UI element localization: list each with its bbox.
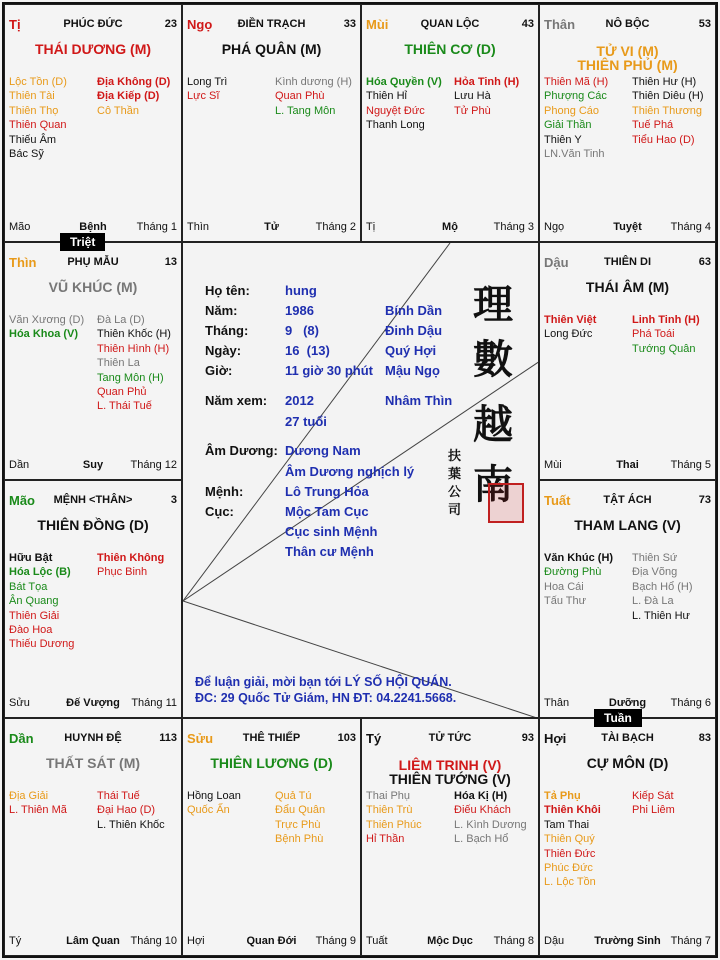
palace-number: 103 <box>337 732 356 744</box>
star: Đẩu Quân <box>275 804 326 817</box>
palace-name: QUAN LỘC <box>420 18 480 30</box>
life-stage: Thai <box>616 459 639 471</box>
nam-xem-label: Năm xem: <box>205 393 268 408</box>
month-branch: Hợi <box>187 935 205 947</box>
star-list-right <box>97 313 171 414</box>
main-star: THẤT SÁT (M) <box>45 755 141 771</box>
palace-number: 73 <box>698 494 711 506</box>
main-star: CỰ MÔN (D) <box>586 755 669 771</box>
info-label: Họ tên: <box>205 283 250 298</box>
star: Thiên Quan <box>9 119 67 132</box>
star: L. Thiên Hư <box>632 609 690 622</box>
palace-hoi <box>539 718 716 956</box>
star-list-right <box>632 75 704 147</box>
branch-label: Tý <box>366 731 382 746</box>
star-list-right <box>97 789 165 832</box>
palace-name: THÊ THIẾP <box>242 732 301 744</box>
month-branch: Mão <box>9 221 31 233</box>
star: Kiếp Sát <box>632 790 674 802</box>
star-list-right <box>97 551 164 580</box>
palace-suu <box>182 718 361 956</box>
palace-ti <box>4 4 182 242</box>
palace-name: MỆNH <THÂN> <box>53 494 133 506</box>
star: L. Đà La <box>632 595 674 608</box>
palace-number: 33 <box>343 18 356 30</box>
star: Phục Binh <box>97 566 148 579</box>
palace-name: NÔ BỘC <box>605 18 650 30</box>
star: Hồng Loan <box>187 790 241 802</box>
star-list-left <box>544 789 601 890</box>
star: Đại Hao (D) <box>97 804 156 817</box>
star-list-left <box>544 551 613 609</box>
star: Nguyệt Đức <box>366 104 425 117</box>
info-value: 1986 <box>285 303 314 318</box>
star: LN.Văn Tinh <box>544 148 605 161</box>
nam-xem-can: Nhâm Thìn <box>385 393 453 408</box>
month-label: Tháng 2 <box>315 221 356 233</box>
star: Hóa Khoa (V) <box>9 328 79 341</box>
cuc-label: Cục: <box>205 504 234 519</box>
life-stage: Suy <box>82 459 104 471</box>
star: L. Thái Tuế <box>97 400 152 413</box>
month-label: Tháng 4 <box>670 221 711 233</box>
star-list-left <box>187 789 241 818</box>
star: Thiên Không <box>97 552 165 564</box>
star: Giải Thần <box>544 119 592 132</box>
info-value: 16 (13) <box>285 343 330 358</box>
star: Địa Không (D) <box>97 76 171 88</box>
star: Long Trì <box>187 76 228 88</box>
star-list-left <box>187 75 227 104</box>
palace-number: 23 <box>164 18 177 30</box>
palace-than <box>539 4 716 242</box>
am-duong-label: Âm Dương: <box>205 443 278 458</box>
star: Trực Phù <box>275 818 321 831</box>
info-label: Tháng: <box>205 323 249 338</box>
menh-value: Lô Trung Hỏa <box>285 484 369 499</box>
star: Điếu Khách <box>454 804 511 817</box>
star: Thiên Khốc (H) <box>97 328 171 341</box>
palace-number: 53 <box>698 18 711 30</box>
star: Lộc Tồn (D) <box>9 76 67 88</box>
branch-label: Tị <box>9 17 21 32</box>
info-can-chi: Mậu Ngọ <box>385 363 440 378</box>
calligraphy-1: 理 <box>473 281 513 328</box>
month-label: Tháng 1 <box>136 221 177 233</box>
star: Cô Thần <box>97 104 139 117</box>
life-stage: Lâm Quan <box>66 935 120 947</box>
star: Bát Tọa <box>9 580 48 593</box>
main-star: THIÊN PHỦ (M) <box>577 57 678 73</box>
info-value: 11 giờ 30 phút <box>285 363 373 378</box>
main-star: VŨ KHÚC (M) <box>48 279 138 295</box>
seal-stamp <box>488 483 524 523</box>
cuc-value: Mộc Tam Cục <box>285 504 369 519</box>
main-star: THÁI ÂM (M) <box>585 279 670 295</box>
info-can-chi: Đinh Dậu <box>385 323 443 338</box>
star: Phong Cáo <box>544 104 600 117</box>
main-star: THIÊN ĐỒNG (D) <box>37 517 149 533</box>
month-branch: Tý <box>9 935 22 947</box>
star-list-left <box>9 789 67 818</box>
month-label: Tháng 12 <box>130 459 177 471</box>
star: Địa Võng <box>632 566 678 579</box>
star: Thiên Tài <box>9 90 55 103</box>
branch-label: Thìn <box>9 255 37 270</box>
tuan-marker: Tuần <box>594 709 642 727</box>
star: Bạch Hổ (H) <box>632 580 693 593</box>
star: Hóa Lộc (B) <box>9 566 71 579</box>
star: Phúc Đức <box>544 862 593 875</box>
than-cu-note: Thân cư Mệnh <box>285 544 374 559</box>
star: Quả Tú <box>275 790 312 802</box>
star: Hoa Cái <box>544 580 584 593</box>
palace-mui <box>361 4 539 242</box>
star: Thái Tuế <box>97 790 140 802</box>
footer-line-2: ĐC: 29 Quốc Tử Giám, HN ĐT: 04.2241.5668. <box>195 691 457 705</box>
star-list-right <box>632 313 700 356</box>
branch-label: Ngọ <box>187 17 213 32</box>
life-stage: Quan Đới <box>246 935 297 947</box>
star-list-left <box>544 313 596 342</box>
star: Thiên Hình (H) <box>97 342 170 355</box>
star: Quan Phù <box>275 90 325 103</box>
month-label: Tháng 6 <box>670 697 711 709</box>
star: Phi Liêm <box>632 804 675 817</box>
am-duong-value: Dương Nam <box>285 443 361 458</box>
star: Văn Xương (D) <box>9 314 85 326</box>
main-star: THAM LANG (V) <box>574 517 681 533</box>
life-stage: Tử <box>264 221 279 233</box>
palace-tuat <box>539 480 716 718</box>
star: Thiên Thương <box>632 104 703 117</box>
life-stage: Mộc Dục <box>427 935 473 947</box>
star: Thiếu Dương <box>9 638 75 651</box>
month-label: Tháng 10 <box>130 935 177 947</box>
month-branch: Ngọ <box>544 221 565 233</box>
star: Thiên La <box>97 357 140 370</box>
life-stage: Trường Sinh <box>594 935 661 947</box>
cuc-note: Cục sinh Mệnh <box>285 524 378 539</box>
star: Quan Phủ <box>97 386 147 399</box>
main-star: PHÁ QUÂN (M) <box>221 41 322 57</box>
star-list-right <box>275 789 325 847</box>
star: Bệnh Phù <box>275 833 324 846</box>
am-duong-note: Âm Dương nghịch lý <box>285 464 415 479</box>
info-value: hung <box>285 283 317 298</box>
palace-dau <box>539 242 716 480</box>
branch-label: Thân <box>544 17 576 32</box>
star: Tả Phụ <box>544 790 581 802</box>
star-list-right <box>632 789 675 818</box>
star: Hỉ Thần <box>366 833 405 846</box>
star: Hỏa Tinh (H) <box>454 76 520 88</box>
star: Thiên Y <box>544 133 582 146</box>
month-branch: Mùi <box>544 459 562 471</box>
info-can-chi: Quý Hợi <box>385 343 437 358</box>
main-star: THIÊN CƠ (D) <box>404 41 496 57</box>
info-label: Giờ: <box>205 363 233 378</box>
star: Đường Phù <box>544 566 602 579</box>
month-label: Tháng 8 <box>493 935 534 947</box>
star: Thiên Thọ <box>9 104 59 117</box>
star: L. Kình Dương <box>454 818 527 831</box>
info-label: Ngày: <box>205 343 242 358</box>
star: Thiên Khôi <box>544 804 601 817</box>
month-branch: Thân <box>544 697 570 709</box>
star: L. Tang Môn <box>275 104 336 117</box>
star: Lực Sĩ <box>187 90 220 103</box>
branch-label: Dần <box>9 731 34 746</box>
star: Kình dương (H) <box>275 76 352 88</box>
branch-label: Sửu <box>187 731 214 746</box>
star: Thiên Đức <box>544 847 596 860</box>
star: Phá Toái <box>632 328 675 341</box>
info-can-chi: Bính Dần <box>385 303 443 318</box>
star-list-left <box>366 75 442 133</box>
star: Địa Giải <box>9 790 49 802</box>
palace-thin <box>4 242 182 480</box>
info-label: Năm: <box>205 303 238 318</box>
star: Thai Phụ <box>366 790 411 802</box>
star-list-left <box>9 75 67 161</box>
star: Đà La (D) <box>97 314 145 326</box>
life-stage: Đế Vượng <box>66 697 120 709</box>
star: Tử Phù <box>454 104 491 117</box>
month-label: Tháng 5 <box>670 459 711 471</box>
star: Hữu Bật <box>9 552 53 564</box>
main-star: TỬ VI (M) <box>596 43 659 59</box>
star: Lưu Hà <box>454 90 491 103</box>
star: Tang Môn (H) <box>97 371 164 384</box>
life-stage: Mộ <box>442 221 458 233</box>
branch-label: Mùi <box>366 17 389 32</box>
star: Thiên Việt <box>544 314 597 326</box>
palace-mao <box>4 480 182 718</box>
palace-name: PHÚC ĐỨC <box>63 18 123 30</box>
star: L. Thiên Khốc <box>97 818 165 831</box>
center-info-panel <box>182 242 539 718</box>
palace-dan <box>4 718 182 956</box>
palace-number: 83 <box>698 732 711 744</box>
star: Tấu Thư <box>544 595 587 608</box>
palace-number: 43 <box>521 18 534 30</box>
star: Thiên Hỉ <box>366 90 407 103</box>
palace-ty <box>361 718 539 956</box>
star: Địa Kiếp (D) <box>97 90 160 103</box>
star-list-left <box>544 75 608 161</box>
palace-number: 3 <box>170 494 177 506</box>
calligraphy-4: 南 <box>473 461 513 508</box>
star-list-left <box>9 313 84 342</box>
palace-number: 13 <box>164 256 177 268</box>
star-list-left <box>9 551 74 652</box>
month-branch: Tị <box>366 221 376 233</box>
palace-number: 113 <box>159 732 177 744</box>
month-branch: Sửu <box>9 697 30 709</box>
footer-line-1: Để luận giải, mời bạn tới LÝ SỐ HỘI QUÁN. <box>195 675 452 689</box>
star-list-right <box>454 75 519 118</box>
star: Hóa Quyền (V) <box>366 76 442 88</box>
star: Long Đức <box>544 328 593 341</box>
main-star: THIÊN LƯƠNG (D) <box>210 755 333 771</box>
star: Quốc Ấn <box>187 804 230 817</box>
palace-ngo <box>182 4 361 242</box>
calligraphy-3: 越 <box>473 401 513 448</box>
star: Thanh Long <box>366 119 425 132</box>
star-list-right <box>454 789 527 847</box>
month-label: Tháng 11 <box>131 697 177 709</box>
star: Văn Khúc (H) <box>544 552 614 564</box>
star-list-right <box>97 75 170 118</box>
main-star: THÁI DƯƠNG (M) <box>34 41 152 57</box>
palace-name: PHỤ MẪU <box>67 256 119 268</box>
branch-label: Hợi <box>544 731 567 746</box>
star: Tiểu Hao (D) <box>632 133 695 146</box>
life-stage: Tuyệt <box>613 221 642 233</box>
month-branch: Dần <box>9 459 30 471</box>
star: L. Lộc Tồn <box>544 876 596 889</box>
star: Linh Tinh (H) <box>632 314 700 326</box>
star: Phượng Các <box>544 90 607 103</box>
star-list-left <box>366 789 422 847</box>
age-value: 27 tuổi <box>285 414 327 429</box>
branch-label: Dậu <box>544 255 569 270</box>
star-list-right <box>632 551 693 623</box>
palace-number: 93 <box>521 732 534 744</box>
star: Thiên Mã (H) <box>544 76 609 88</box>
star: Thiếu Âm <box>9 133 57 146</box>
calligraphy-2: 數 <box>473 336 513 383</box>
palace-name: TỬ TỨC <box>428 732 472 744</box>
branch-label: Mão <box>9 493 35 508</box>
star: Thiên Hư (H) <box>632 76 697 88</box>
star: Bác Sỹ <box>9 148 44 161</box>
month-branch: Thìn <box>187 221 210 233</box>
star: Đào Hoa <box>9 624 53 637</box>
star: Thiên Phúc <box>366 818 422 831</box>
star: Thiên Diêu (H) <box>632 90 704 103</box>
month-branch: Dậu <box>544 935 565 947</box>
palace-name: HUYNH ĐỆ <box>64 732 122 744</box>
star: Thiên Quý <box>544 833 595 846</box>
star: Ân Quang <box>9 595 59 608</box>
star: Hóa Kị (H) <box>454 790 508 802</box>
info-value: 9 (8) <box>285 323 319 338</box>
star: Tướng Quân <box>632 342 696 355</box>
life-stage: Bệnh <box>79 221 107 233</box>
star: Thiên Giải <box>9 609 60 622</box>
star: Thiên Trù <box>366 804 413 817</box>
month-label: Tháng 9 <box>315 935 356 947</box>
star: L. Bạch Hổ <box>454 833 509 846</box>
star: Tam Thai <box>544 818 590 831</box>
branch-label: Tuất <box>544 493 571 508</box>
menh-label: Mệnh: <box>205 484 244 499</box>
star: L. Thiên Mã <box>9 804 67 817</box>
palace-name: ĐIỀN TRẠCH <box>237 18 306 30</box>
nam-xem-value: 2012 <box>285 393 314 408</box>
seal-side-text: 扶 葉 公 司 <box>448 449 462 518</box>
palace-name: THIÊN DI <box>603 256 652 268</box>
main-star: THIÊN TƯỚNG (V) <box>389 771 511 787</box>
main-star: LIÊM TRINH (V) <box>398 757 502 773</box>
life-stage: Dưỡng <box>608 697 647 709</box>
month-label: Tháng 3 <box>493 221 534 233</box>
palace-number: 63 <box>698 256 711 268</box>
month-branch: Tuất <box>366 935 388 947</box>
month-label: Tháng 7 <box>670 935 711 947</box>
star: Thiên Sứ <box>632 552 678 564</box>
palace-name: TẬT ÁCH <box>603 494 652 506</box>
star: Tuế Phá <box>632 119 674 132</box>
palace-name: TÀI BẠCH <box>601 732 654 744</box>
triet-marker: Triệt <box>60 233 105 251</box>
star-list-right <box>275 75 352 118</box>
